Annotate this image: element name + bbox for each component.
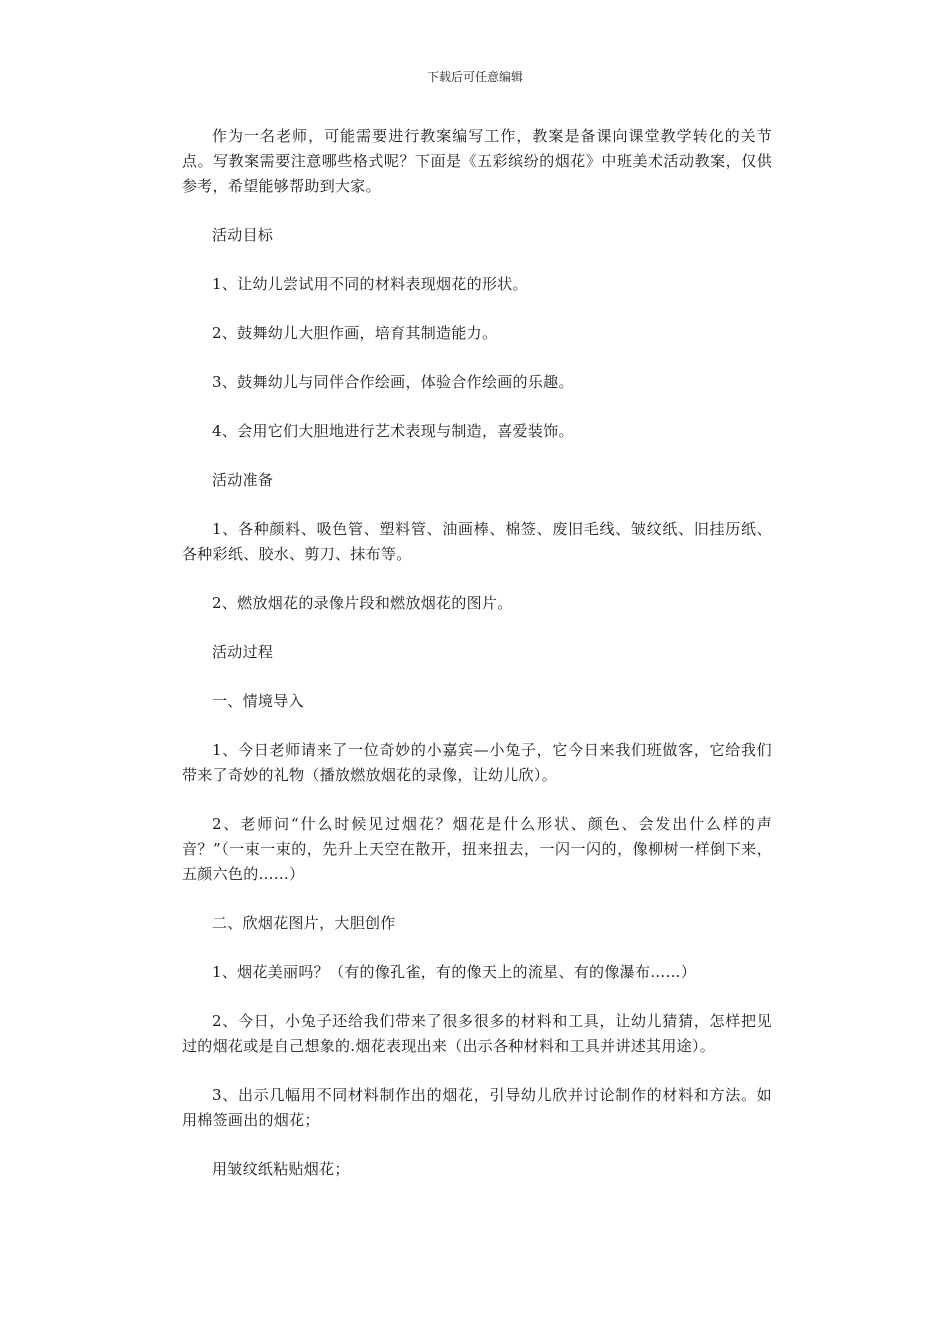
subsection-heading-1: 一、情境导入 [212,692,304,710]
preparation-item-2: 2、燃放烟花的录像片段和燃放烟花的图片。 [212,594,513,612]
process-item-2-1: 1、烟花美丽吗？（有的像孔雀，有的像天上的流星、有的像瀑布……） [212,963,697,981]
document-body [182,124,772,1206]
goal-item-4: 4、会用它们大胆地进行艺术表现与制造，喜爱装饰。 [212,422,574,440]
goal-item-3: 3、鼓舞幼儿与同伴合作绘画，体验合作绘画的乐趣。 [212,373,574,391]
process-item-2-2: 2、今日，小兔子还给我们带来了很多很多的材料和工具，让幼儿猜猜，怎样把见过的烟花或是自己想象的.烟花表现出来（出示各种材料和工具并讲述其用途）。 [182,1012,772,1055]
process-item-2-3: 3、出示几幅用不同材料制作出的烟花，引导幼儿欣并讨论制作的材料和方法。如用棉签画出的烟花； [182,1086,772,1129]
process-item-1-2: 2、老师问“什么时候见过烟花？烟花是什么形状、颜色、会发出什么样的声音？”（一束一束的，先升上天空在散开，扭来扭去，一闪一闪的，像柳树一样倒下来，五颜六色的……） [182,815,772,883]
process-item-2-3-continued: 用皱纹纸粘贴烟花； [212,1160,350,1178]
preparation-item-1: 1、各种颜料、吸色管、塑料管、油画棒、棉签、废旧毛线、皱纹纸、旧挂历纸、各种彩纸、胶水、剪刀、抹布等。 [182,520,772,563]
process-item-1-1: 1、今日老师请来了一位奇妙的小嘉宾—小兔子，它今日来我们班做客，它给我们带来了奇妙的礼物（播放燃放烟花的录像，让幼儿欣）。 [182,741,772,784]
section-heading-goals: 活动目标 [212,226,274,244]
subsection-heading-2: 二、欣烟花图片，大胆创作 [212,914,396,932]
goal-item-2: 2、鼓舞幼儿大胆作画，培育其制造能力。 [212,324,498,342]
section-heading-preparation: 活动准备 [212,471,274,489]
section-heading-process: 活动过程 [212,643,274,661]
intro-paragraph: 作为一名老师，可能需要进行教案编写工作，教案是备课向课堂教学转化的关节点。写教案需要注意哪些格式呢？下面是《五彩缤纷的烟花》中班美术活动教案，仅供参考，希望能够帮助到大家。 [182,127,772,195]
goal-item-1: 1、让幼儿尝试用不同的材料表现烟花的形状。 [212,275,528,293]
page-header: 下载后可任意编辑 [426,70,523,84]
